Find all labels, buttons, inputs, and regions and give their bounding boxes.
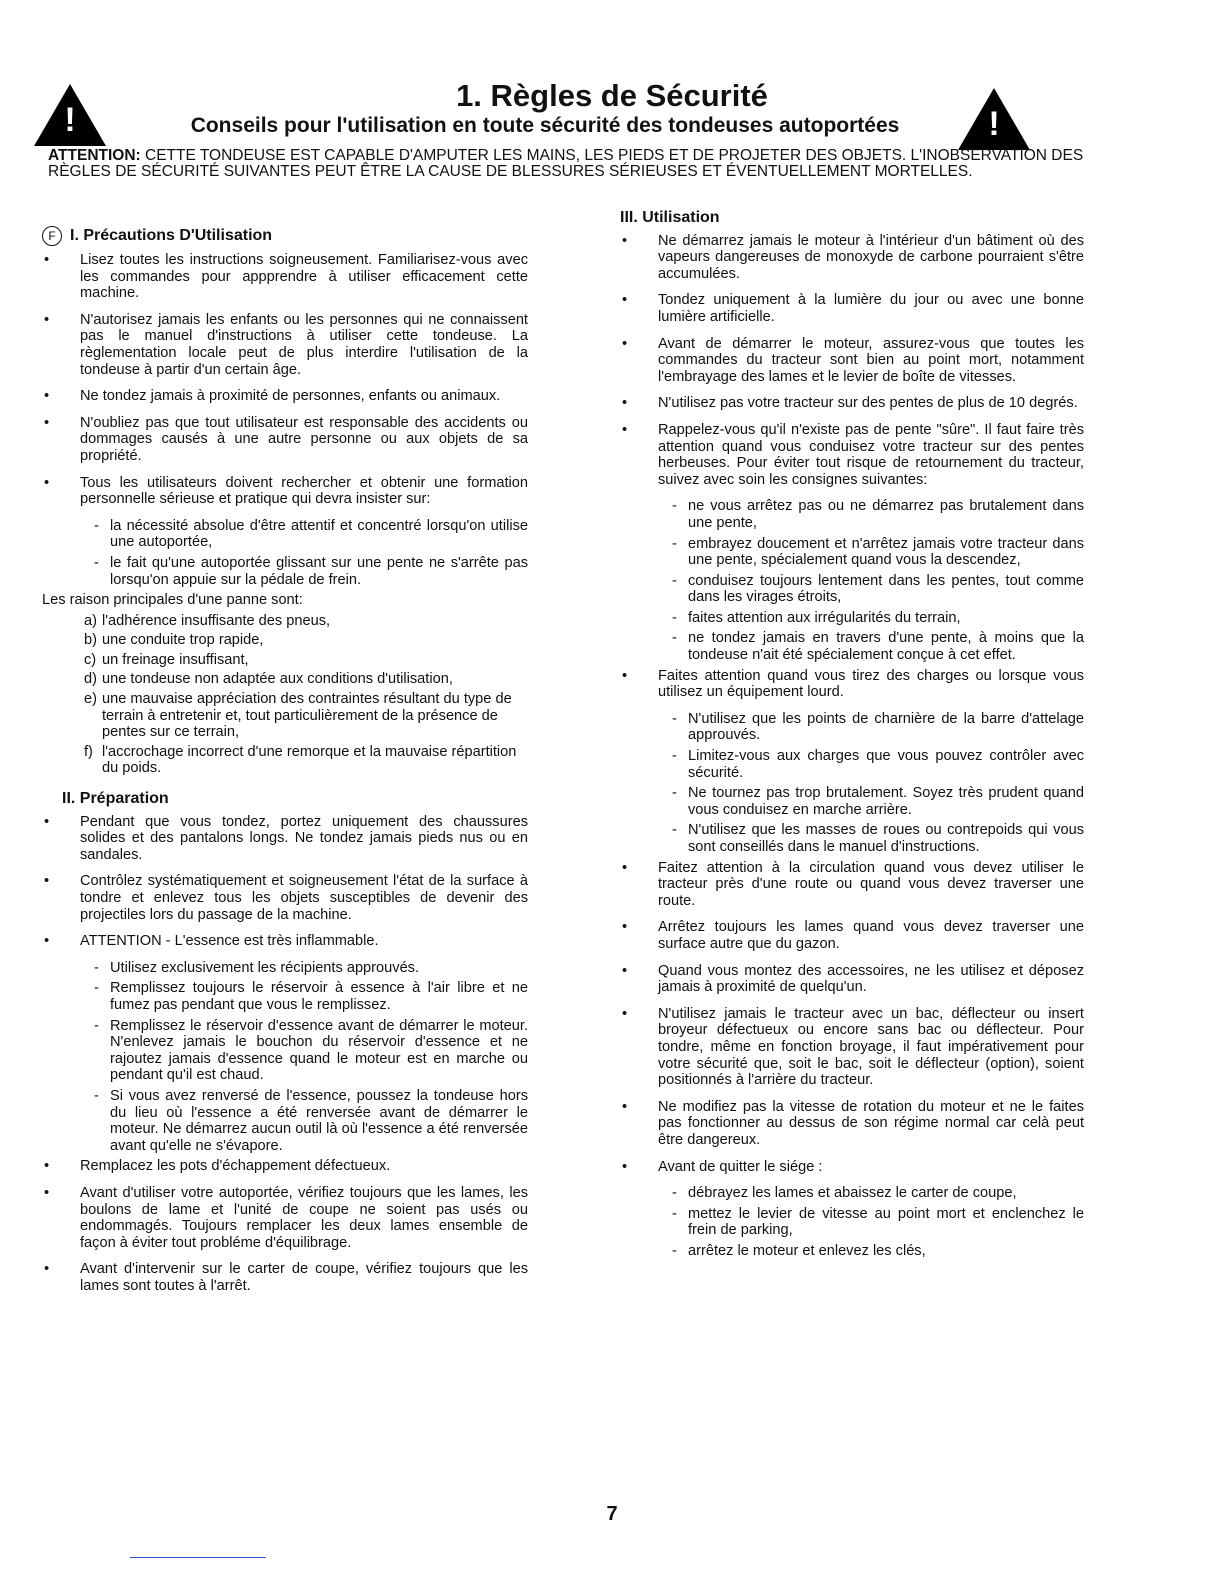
cause-item (42, 671, 528, 688)
list-item-text: N'oubliez pas que tout utilisateur est responsable des accidents ou dommages causés à une autre personne ou aux objets de sa propriété. (80, 414, 528, 464)
list-item (620, 395, 1084, 412)
list-item (42, 388, 528, 405)
section3-title: III. Utilisation (620, 209, 720, 226)
list-item-text: Avant d'intervenir sur le carter de coupe, vérifiez toujours que les lames sont toutes à l'arrêt. (80, 1261, 528, 1294)
sub-item-text: Remplissez le réservoir d'essence avant de démarrer le moteur. N'enlevez jamais le bouchon du réservoir d'essence et ne rajoutez jamais d'essence quand le moteur est en marche ou pendant qu'il est chaud. (110, 1017, 528, 1084)
sub-item-text: Utilisez exclusivement les récipients approuvés. (110, 959, 420, 976)
list-item-text: Ne démarrez jamais le moteur à l'intérieur d'un bâtiment où des vapeurs dangereuses de monoxyde de carbone pourraient s'être accumulées. (658, 232, 1084, 282)
list-item (620, 1099, 1084, 1149)
attention-text: CETTE TONDEUSE EST CAPABLE D'AMPUTER LES MAINS, LES PIEDS ET DE PROJETER DES OBJETS. L'INOBSERVATION DES RÈGLES DE SÉCURITÉ SUIVANTES PEUT ÊTRE LA CAUSE DE BLESSURES SÉRIEUSES ET ÉVENTUELLEMENT MORTELLES. (48, 147, 1084, 180)
sub-item-text: arrêtez le moteur et enlevez les clés, (688, 1242, 926, 1259)
dash-icon: - (672, 498, 677, 515)
bullet-icon: • (44, 252, 50, 268)
sub-item-text: débrayez les lames et abaissez le carter de coupe, (688, 1185, 1017, 1202)
sub-item-text: Limitez-vous aux charges que vous pouvez contrôler avec sécurité. (688, 748, 1084, 781)
list-item-text: N'utilisez pas votre tracteur sur des pentes de plus de 10 degrés. (658, 395, 1078, 412)
sub-item (80, 960, 528, 977)
list-item-text: Faitez attention à la circulation quand vous devez utiliser le tracteur près d'une route ou quand vous devez traverser une route. (658, 859, 1084, 909)
list-item-text: ATTENTION - L'essence est très inflammable. (80, 933, 379, 950)
page-title: 1. Règles de Sécurité (456, 78, 768, 113)
sub-item (80, 518, 528, 551)
bullet-icon: • (622, 1098, 628, 1115)
bullet-icon: • (44, 414, 50, 431)
dash-icon: - (672, 1205, 677, 1222)
bullet-icon: • (622, 292, 628, 309)
bullet-icon: • (622, 859, 628, 876)
divider (130, 1557, 266, 1558)
list-item (620, 860, 1084, 910)
list-item-text: Faites attention quand vous tirez des charges ou lorsque vous utilisez un équipement lourd. (658, 667, 1084, 701)
cause-item (42, 652, 528, 669)
sub-item-text: ne vous arrêtez pas ou ne démarrez pas brutalement dans une pente, (688, 498, 1084, 531)
list-item (42, 873, 528, 923)
sub-item-text: Ne tournez pas trop brutalement. Soyez très prudent quand vous conduisez en marche arrière. (688, 785, 1084, 818)
list-item-text: N'utilisez jamais le tracteur avec un bac, déflecteur ou insert broyeur défectueux ou encore sans bac ou déflecteur. Pour tondre, même en fonction broyage, il faut impérativement pour votre sécurité que, soit le bac, soit le déflecteur (option), soient positionnés à l'arrière du tracteur. (658, 1005, 1084, 1089)
sub-item-text: N'utilisez que les points de charnière de la barre d'attelage approuvés. (688, 710, 1084, 744)
dash-icon: - (94, 554, 99, 571)
section1-title: I. Précautions D'Utilisation (70, 227, 273, 245)
bullet-icon: • (44, 474, 50, 491)
list-item-text: Pendant que vous tondez, portez uniquement des chaussures solides et des pantalons longs. Ne tondez jamais pieds nus ou en sandales. (80, 813, 528, 863)
list-item (620, 919, 1084, 952)
bullet-icon: • (622, 919, 628, 936)
cause-item (42, 691, 528, 741)
list-item (42, 814, 528, 864)
cause-letter: a) (84, 612, 97, 629)
cause-text: une tondeuse non adaptée aux conditions d'utilisation, (102, 671, 453, 688)
attention-label: ATTENTION: (48, 147, 141, 164)
list-item-text: Avant de quitter le siége : (658, 1158, 823, 1175)
sub-item-text: Si vous avez renversé de l'essence, poussez la tondeuse hors du lieu où l'essence a été renversée avant de démarrer le moteur. Ne démarrez aucun outil là où l'essence a été renversée avant qu'elle ne s'évapore. (110, 1087, 528, 1154)
cause-letter: e) (84, 691, 97, 708)
sub-item (658, 748, 1084, 781)
bullet-icon: • (622, 667, 628, 684)
bullet-icon: • (44, 1158, 50, 1175)
list-item (42, 475, 528, 508)
list-item (620, 336, 1084, 386)
list-item (42, 252, 528, 302)
sub-item (658, 498, 1084, 531)
sub-item (658, 1206, 1084, 1239)
dash-icon: - (672, 630, 677, 647)
list-item (620, 422, 1084, 488)
sub-item (658, 822, 1084, 855)
bullet-icon: • (622, 335, 628, 352)
dash-icon: - (94, 517, 99, 534)
cause-text: l'accrochage incorrect d'une remorque et la mauvaise répartition du poids. (102, 743, 517, 777)
sub-item-text: le fait qu'une autoportée glissant sur une pente ne s'arrête pas lorsqu'on appuie sur la pédale de frein. (110, 554, 528, 588)
list-item-text: Remplacez les pots d'échappement défectueux. (80, 1158, 391, 1175)
bullet-icon: • (622, 421, 628, 438)
dash-icon: - (672, 1242, 677, 1259)
attention-warning (48, 148, 1088, 180)
list-item-text: Quand vous montez des accessoires, ne les utilisez et déposez jamais à proximité de quelqu'un. (658, 962, 1084, 996)
cause-letter: d) (84, 671, 97, 688)
section2-title: II. Préparation (62, 790, 169, 808)
cause-letter: c) (84, 651, 97, 668)
warning-triangle-icon: ! (958, 88, 1030, 150)
list-item (42, 1158, 528, 1175)
bullet-icon: • (44, 388, 50, 405)
sub-item-text: N'utilisez que les masses de roues ou contrepoids qui vous sont conseillés dans le manuel d'instructions. (688, 822, 1084, 855)
list-item (620, 1006, 1084, 1089)
sub-item (658, 630, 1084, 663)
cause-text: l'adhérence insuffisante des pneus, (102, 612, 331, 629)
cause-item (42, 632, 528, 649)
sub-item (658, 536, 1084, 569)
page-number: 7 (606, 1503, 618, 1525)
sub-item (658, 573, 1084, 606)
warning-triangle-icon: ! (34, 84, 106, 146)
bullet-icon: • (44, 813, 50, 830)
list-item-text: Contrôlez systématiquement et soigneusement l'état de la surface à tondre et enlevez tous les objets susceptibles de devenir des projectiles lors du passage de la machine. (80, 873, 528, 923)
cause-text: une mauvaise appréciation des contraintes résultant du type de terrain à entretenir et, tout particulièrement de la présence de pentes sur ce terrain, (102, 691, 512, 741)
bullet-icon: • (44, 933, 50, 950)
sub-item (80, 1088, 528, 1154)
sub-item (80, 980, 528, 1013)
sub-item (658, 610, 1084, 627)
list-item-text: Lisez toutes les instructions soigneusement. Familiarisez-vous avec les commandes pour appprendre à utiliser efficacement cette machine. (80, 252, 528, 302)
bullet-icon: • (622, 1005, 628, 1022)
cause-letter: f) (84, 743, 93, 760)
dash-icon: - (94, 959, 99, 976)
dash-icon: - (672, 535, 677, 552)
sub-item (658, 1185, 1084, 1202)
list-item (620, 292, 1084, 325)
dash-icon: - (672, 710, 677, 727)
sub-item-text: Remplissez toujours le réservoir à essence à l'air libre et ne fumez pas pendant que vous le remplissez. (110, 980, 528, 1013)
sub-item-text: ne tondez jamais en travers d'une pente, à moins que la tondeuse n'ait été spécialement conçue à cet effet. (688, 630, 1084, 664)
sub-item-text: faites attention aux irrégularités du terrain, (688, 609, 961, 626)
bullet-icon: • (622, 1158, 628, 1175)
list-item-text: Ne tondez jamais à proximité de personnes, enfants ou animaux. (80, 388, 501, 405)
dash-icon: - (672, 572, 677, 589)
dash-icon: - (672, 1185, 677, 1202)
section-heading (42, 226, 528, 246)
list-item (42, 933, 528, 950)
sub-item (658, 785, 1084, 818)
dash-icon: - (94, 980, 99, 997)
bullet-icon: • (622, 395, 628, 412)
right-column (620, 210, 1084, 1263)
sub-item-text: conduisez toujours lentement dans les pentes, tout comme dans les virages étroits, (688, 572, 1084, 606)
list-item (620, 963, 1084, 996)
sub-item-text: mettez le levier de vitesse au point mort et enclenchez le frein de parking, (688, 1205, 1084, 1239)
bullet-icon: • (44, 311, 50, 328)
list-item (620, 1159, 1084, 1176)
dash-icon: - (672, 785, 677, 802)
list-item-text: Avant d'utiliser votre autoportée, vérifiez toujours que les lames, les boulons de lame et l'unité de coupe ne soient pas usés ou endommagés. Toujours remplacer les deux lames ensemble de façon à éviter tout probléme d'équilibrage. (80, 1184, 528, 1251)
list-item-text: Ne modifiez pas la vitesse de rotation du moteur et ne le faites pas fonctionner au dessus de son régime normal car celà peut être dangereux. (658, 1098, 1084, 1148)
left-column (42, 226, 528, 1304)
sub-item-text: la nécessité absolue d'être attentif et concentré lorsqu'on utilise une autoportée, (110, 517, 528, 551)
list-item (620, 668, 1084, 701)
sub-item (80, 555, 528, 588)
cause-item (42, 744, 528, 777)
bullet-icon: • (44, 1261, 50, 1278)
sub-item-text: embrayez doucement et n'arrêtez jamais votre tracteur dans une pente, spécialement quand vous la descendez, (688, 535, 1084, 569)
cause-item (42, 613, 528, 630)
list-item-text: Tous les utilisateurs doivent rechercher et obtenir une formation personnelle sérieuse et pratique qui devra insister sur: (80, 474, 528, 508)
sub-item (658, 711, 1084, 744)
list-item-text: Tondez uniquement à la lumière du jour ou avec une bonne lumière artificielle. (658, 292, 1084, 325)
dash-icon: - (94, 1087, 99, 1104)
bullet-icon: • (44, 873, 50, 890)
bullet-icon: • (622, 962, 628, 979)
cause-text: une conduite trop rapide, (102, 632, 264, 649)
list-item-text: N'autorisez jamais les enfants ou les personnes qui ne connaissent pas le manuel d'instructions à utiliser cette tondeuse. La règlementation locale peut de plus interdire l'utilisation de la tondeuse à partir d'un certain âge. (80, 311, 528, 378)
dash-icon: - (94, 1017, 99, 1034)
list-item (620, 233, 1084, 283)
bullet-icon: • (622, 232, 628, 249)
sub-item (80, 1018, 528, 1084)
list-item (42, 415, 528, 465)
list-item (42, 1185, 528, 1251)
list-item-text: Rappelez-vous qu'il n'existe pas de pente "sûre". Il faut faire très attention quand vous conduisez votre tracteur sur des pentes herbeuses. Pour éviter tout risque de retournement du tracteur, suivez avec soin les consignes suivantes: (658, 421, 1084, 488)
list-item (42, 1261, 528, 1294)
sub-item (658, 1243, 1084, 1260)
cause-letter: b) (84, 632, 97, 649)
dash-icon: - (672, 609, 677, 626)
bullet-icon: • (44, 1184, 50, 1201)
list-item (42, 312, 528, 378)
page-subtitle: Conseils pour l'utilisation en toute sécurité des tondeuses autoportées (190, 114, 900, 137)
dash-icon: - (672, 822, 677, 839)
language-badge-icon: F (42, 226, 62, 246)
list-item-text: Arrêtez toujours les lames quand vous devez traverser une surface autre que du gazon. (658, 919, 1084, 952)
dash-icon: - (672, 748, 677, 765)
cause-text: un freinage insuffisant, (102, 651, 249, 668)
causes-intro: Les raison principales d'une panne sont: (42, 592, 303, 609)
list-item-text: Avant de démarrer le moteur, assurez-vous que toutes les commandes du tracteur sont bien au point mort, notamment l'embrayage des lames et le levier de boîte de vitesses. (658, 335, 1084, 385)
